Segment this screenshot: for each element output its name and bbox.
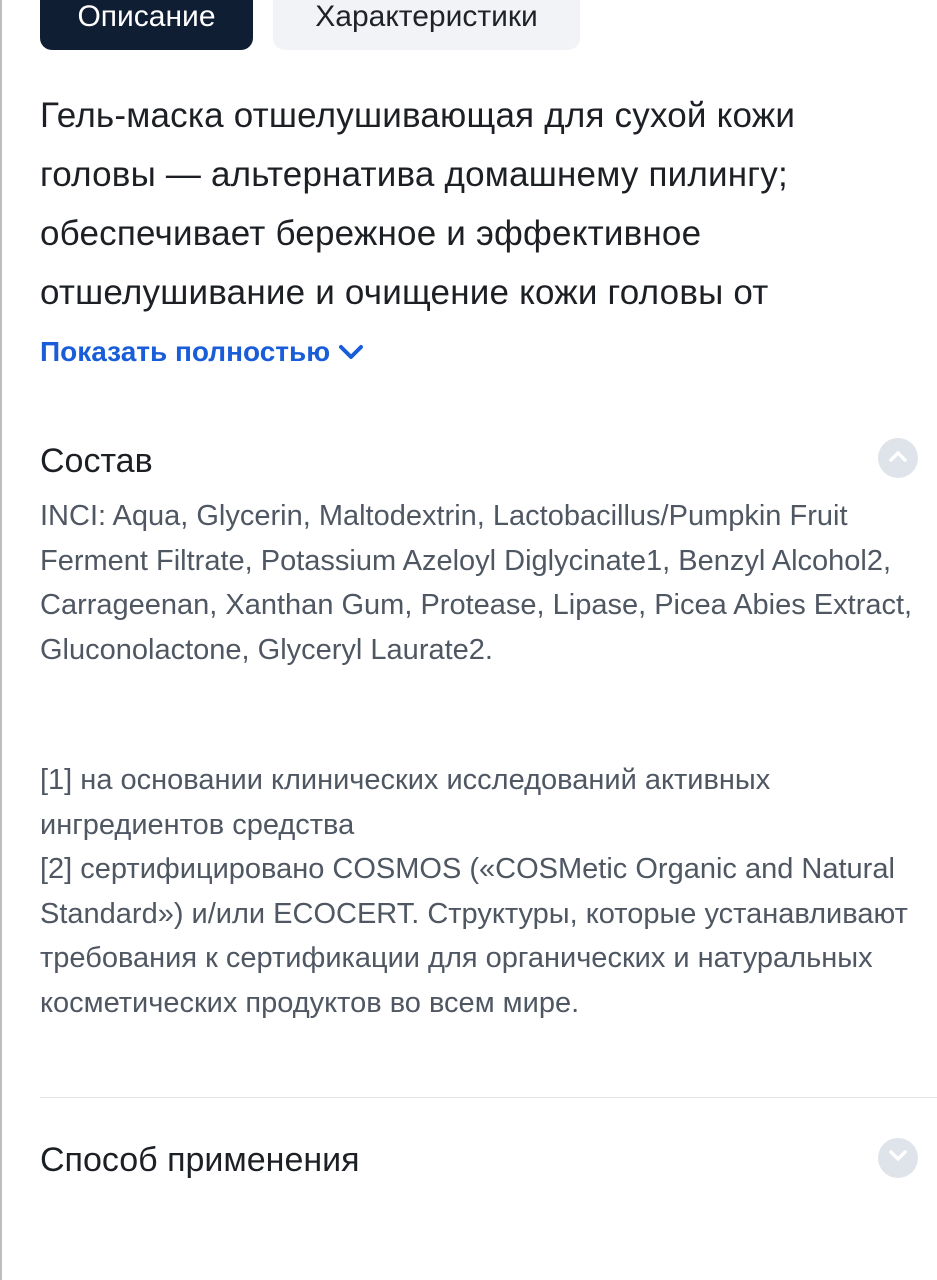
tab-characteristics[interactable]: Характеристики [273, 0, 580, 50]
show-more-label: Показать полностью [40, 336, 331, 367]
usage-expand-button[interactable] [878, 1138, 918, 1178]
inci-text: INCI: Aqua, Glycerin, Maltodextrin, Lactobacillus/Pumpkin Fruit Ferment Filtrate, Potassium Azeloyl Diglycinate1, Benzyl Alcohol2, Carrageenan, Xanthan Gum, Protease, Lipase, Picea Abies Extract, Gluconolactone, Glyceryl Laurate2. [40, 500, 913, 666]
chevron-up-icon [888, 449, 908, 468]
composition-collapse-button[interactable] [878, 438, 918, 478]
footnote-1: [1] на основании клинических исследований активных ингредиентов средства [40, 764, 771, 841]
tab-description[interactable]: Описание [40, 0, 253, 50]
show-more-link[interactable] [40, 336, 364, 368]
section-divider [40, 1097, 937, 1098]
page-left-edge [0, 0, 2, 1280]
description-text: Гель-маска отшелушивающая для сухой кожи головы — альтернатива домашнему пилингу; обеспечивает бережное и эффективное отшелушивание и очищение кожи головы от [40, 96, 796, 312]
usage-title: Способ применения [40, 1141, 360, 1179]
composition-notes [40, 758, 920, 1025]
composition-title: Состав [40, 442, 153, 480]
tab-bar [40, 0, 580, 50]
chevron-down-icon [888, 1149, 908, 1168]
footnote-2: [2] сертифицировано COSMOS («COSMetic Organic and Natural Standard») и/или ECOCERT. Структуры, которые устанавливают требования к сертификации для органических и натуральных косметических продуктов во всем мире. [40, 853, 908, 1019]
chevron-down-icon [338, 343, 364, 361]
